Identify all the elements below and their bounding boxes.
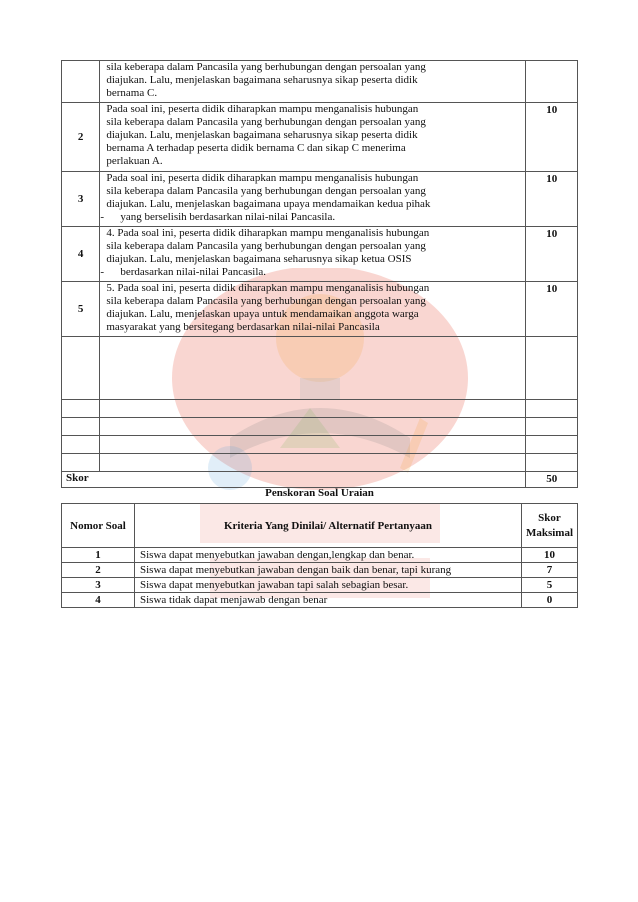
row-number [62,61,100,103]
row-description: Pada soal ini, peserta didik diharapkan mampu menganalisis hubungan sila keberapa dalam Pancasila yang berhubungan dengan persoalan yang diajukan. Lalu, menjelaskan bagaimana seharusnya sikap peserta didik bernama A terhadap peserta didik bernama C dan sikap C menerima perlakuan A. [100,103,526,172]
empty-row [62,436,578,454]
row-number: 2 [62,103,100,172]
row-description: 5. Pada soal ini, peserta didik diharapkan mampu menganalisis hubungan sila keberapa dalam Pancasila yang berhubungan dengan persoalan yang diajukan. Lalu, menjelaskan upaya untuk mendamaikan anggota warga masyarakat yang bersitegang berdasarkan nilai-nilai Pancasila [100,282,526,337]
table-row [62,61,578,103]
row-description: 4. Pada soal ini, peserta didik diharapkan mampu menganalisis hubungan sila keberapa dalam Pancasila yang berhubungan dengan persoalan yang diajukan. Lalu, menjelaskan bagaimana seharusnya sikap ketua OSIS ‑ berdasarkan nilai-nilai Pancasila. [100,227,526,282]
table-row [62,103,578,172]
essay-scoring-table [61,503,578,608]
criteria-number: 4 [62,593,135,608]
criteria-text: Siswa dapat menyebutkan jawaban dengan baik dan benar, tapi kurang [135,563,522,578]
row-number: 4 [62,227,100,282]
criteria-text: Siswa dapat menyebutkan jawaban tapi salah sebagian besar. [135,578,522,593]
row-score: 10 [526,227,578,282]
row-score: 10 [526,103,578,172]
criteria-text: Siswa dapat menyebutkan jawaban dengan,lengkap dan benar. [135,548,522,563]
total-score: 50 [526,472,578,488]
header-number: Nomor Soal [62,504,135,548]
table-row [62,227,578,282]
criteria-score: 5 [521,578,577,593]
table-row [62,593,578,608]
header-max-score: Skor Maksimal [521,504,577,548]
empty-row [62,454,578,472]
criteria-score: 10 [521,548,577,563]
criteria-number: 2 [62,563,135,578]
row-number: 5 [62,282,100,337]
table-row [62,172,578,227]
criteria-score: 7 [521,563,577,578]
table-row [62,578,578,593]
total-label: Skor [62,472,526,488]
criteria-number: 3 [62,578,135,593]
table-row [62,282,578,337]
empty-row [62,418,578,436]
row-score: 10 [526,172,578,227]
empty-row [62,337,578,400]
row-description: Pada soal ini, peserta didik diharapkan mampu menganalisis hubungan sila keberapa dalam Pancasila yang berhubungan dengan persoalan yang diajukan. Lalu, menjelaskan bagaimana upaya mendamaikan kedua pihak ‑ yang berselisih berdasarkan nilai-nilai Pancasila. [100,172,526,227]
criteria-text: Siswa tidak dapat menjawab dengan benar [135,593,522,608]
criteria-number: 1 [62,548,135,563]
row-number: 3 [62,172,100,227]
criteria-score: 0 [521,593,577,608]
empty-row [62,400,578,418]
list-dash: ‑ [100,211,105,223]
list-dash: ‑ [100,266,105,278]
header-row [62,504,578,548]
section-title: Penskoran Soal Uraian [265,487,374,499]
table-row [62,563,578,578]
table-row [62,548,578,563]
header-criteria: Kriteria Yang Dinilai/ Alternatif Pertanyaan [135,504,522,548]
total-row [62,472,578,488]
row-description: sila keberapa dalam Pancasila yang berhubungan dengan persoalan yang diajukan. Lalu, menjelaskan bagaimana seharusnya sikap peserta didik bernama C. [100,61,526,103]
row-score: 10 [526,282,578,337]
row-score [526,61,578,103]
rubric-table [61,60,578,488]
